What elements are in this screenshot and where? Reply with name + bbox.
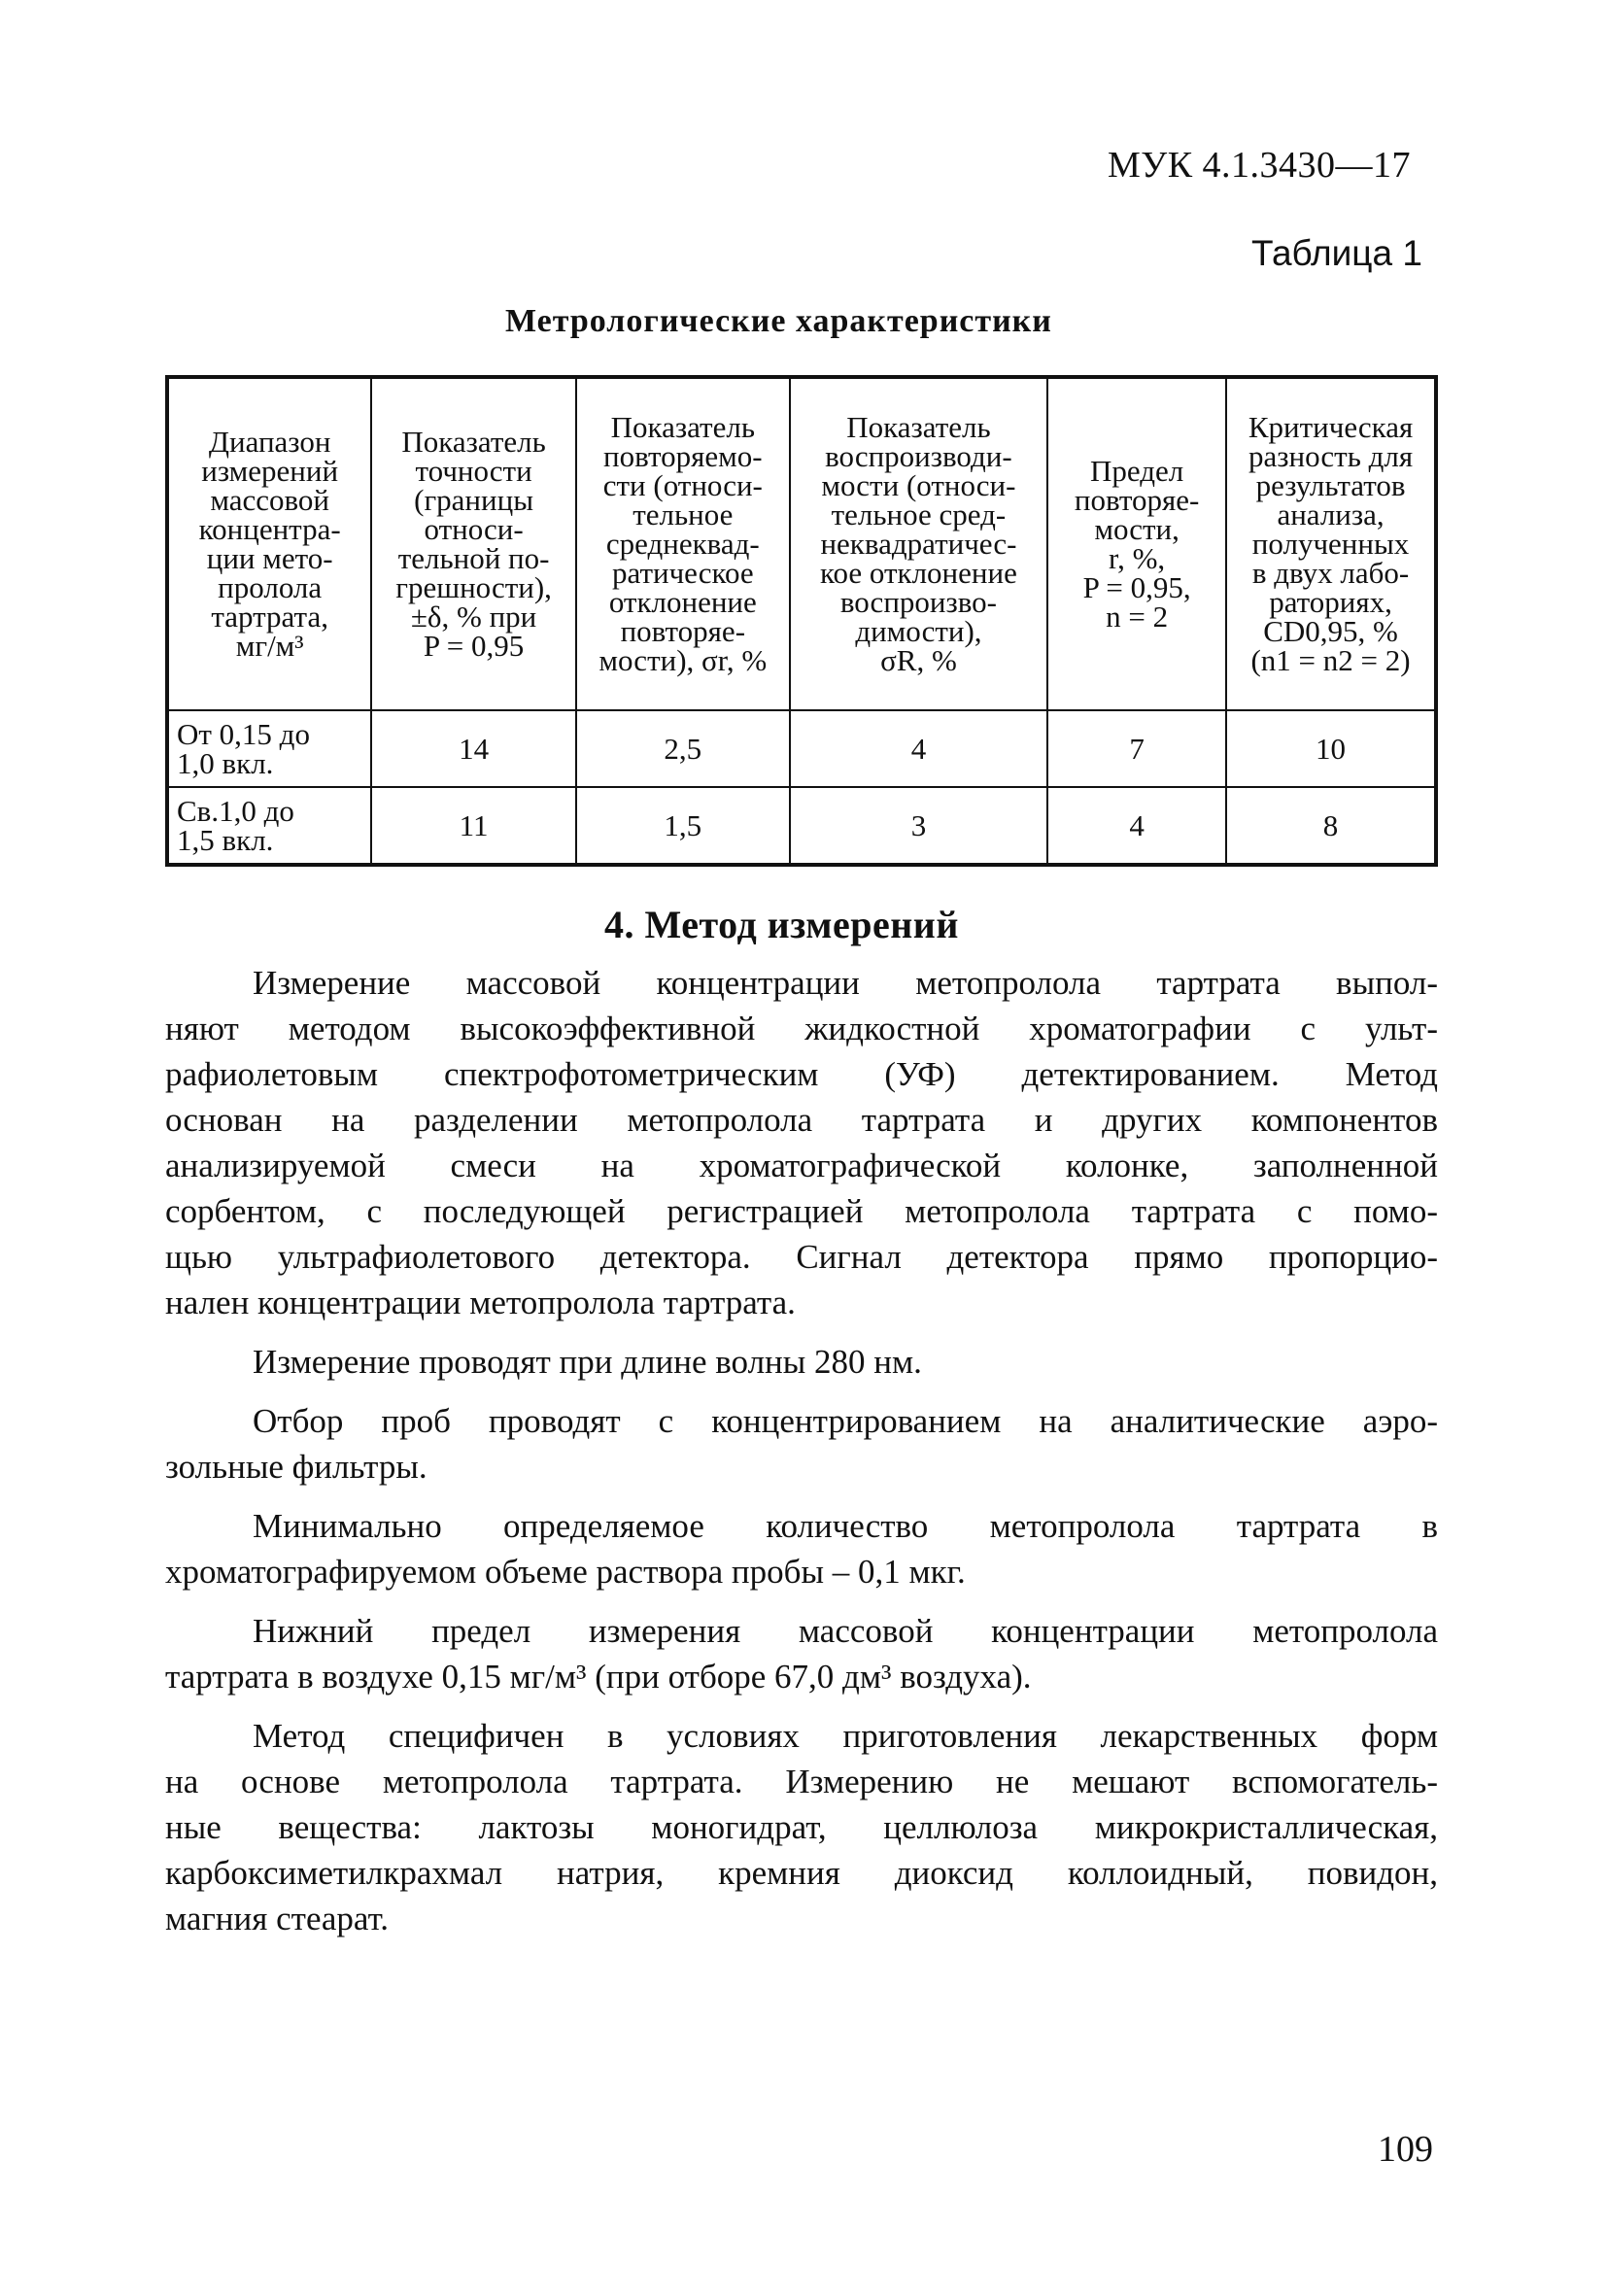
header-cell-reproducibility <box>790 377 1047 710</box>
table-cell: 14 <box>371 710 575 787</box>
header-cell-repeatability <box>576 377 790 710</box>
paragraph-line: на основе метопролола тартрата. Измерению не мешают вспомогатель- <box>165 1763 1438 1800</box>
header-line: разность для <box>1248 439 1414 473</box>
metrology-table <box>165 375 1438 867</box>
table-row <box>167 710 1436 787</box>
paragraph-line: магния стеарат. <box>165 1900 389 1937</box>
paragraph-line: щью ультрафиолетового детектора. Сигнал детектора прямо пропорцио- <box>165 1238 1438 1276</box>
header-line: (n1 = n2 = 2) <box>1250 643 1411 677</box>
header-line: пролола <box>218 570 323 604</box>
header-line: P = 0,95, <box>1082 570 1191 604</box>
header-cell-range <box>167 377 371 710</box>
header-cell-accuracy <box>371 377 575 710</box>
section-title: 4. Метод измерений <box>604 903 959 946</box>
table-cell: 11 <box>371 787 575 865</box>
header-line: концентра- <box>198 512 341 546</box>
header-line: мости), σr, % <box>598 643 768 677</box>
table-label: Таблица 1 <box>1251 233 1422 273</box>
header-line: Критическая <box>1248 410 1414 444</box>
paragraph-line: Минимально определяемое количество метопролола тартрата в <box>253 1507 1438 1545</box>
table-cell: 8 <box>1226 787 1436 865</box>
paragraph <box>165 1713 1438 1941</box>
paragraph-line: Измерение проводят при длине волны 280 нм. <box>253 1343 922 1381</box>
paragraph-line: карбоксиметилкрахмал натрия, кремния диоксид коллоидный, повидон, <box>165 1854 1438 1892</box>
header-line: измерений <box>201 454 339 488</box>
header-line: мости, <box>1094 512 1180 546</box>
header-line: n = 2 <box>1106 600 1169 634</box>
table-cell: 7 <box>1047 710 1226 787</box>
header-line: результатов <box>1255 468 1406 502</box>
table-cell: 4 <box>1047 787 1226 865</box>
header-line: тартрата, <box>211 600 328 634</box>
paragraph-line: няют методом высокоэффективной жидкостной хроматографии с ульт- <box>165 1010 1438 1047</box>
paragraph-line: нален концентрации метопролола тартрата. <box>165 1284 796 1321</box>
paragraph-line: Нижний предел измерения массовой концентрации метопролола <box>253 1612 1438 1650</box>
header-line: повторяе- <box>620 614 746 648</box>
header-line: тельное <box>633 497 734 531</box>
paragraph-line: хроматографируемом объеме раствора пробы – 0,1 мкг. <box>165 1553 966 1591</box>
header-cell-repeatability-limit <box>1047 377 1226 710</box>
row-range-line: 1,0 вкл. <box>177 745 274 780</box>
header-line: полученных <box>1251 527 1410 561</box>
header-line: грешности), <box>395 570 552 604</box>
row-range-cell <box>167 710 371 787</box>
table-header-row <box>167 377 1436 710</box>
table-cell: 10 <box>1226 710 1436 787</box>
table-cell: 3 <box>790 787 1047 865</box>
header-line: тельное сред- <box>831 497 1007 531</box>
header-line: точности <box>415 454 532 488</box>
header-line: кое отклонение <box>820 556 1017 590</box>
header-line: массовой <box>210 483 330 517</box>
paragraph-line: рафиолетовым спектрофотометрическим (УФ) детектированием. Метод <box>165 1055 1438 1093</box>
paragraph-line: Отбор проб проводят с концентрированием на аналитические аэро- <box>253 1402 1438 1440</box>
header-line: Показатель <box>401 425 546 459</box>
paragraph-line: зольные фильтры. <box>165 1448 427 1486</box>
row-range-line: Св.1,0 до <box>177 793 294 828</box>
paragraph-line: Метод специфичен в условиях приготовления лекарственных форм <box>253 1717 1438 1755</box>
header-line: анализа, <box>1277 497 1385 531</box>
header-line: Показатель <box>610 410 755 444</box>
header-line: тельной по- <box>397 541 550 575</box>
table-cell: 1,5 <box>576 787 790 865</box>
header-line: неквадратичес- <box>820 527 1017 561</box>
header-line: повторяемо- <box>603 439 763 473</box>
table-cell: 4 <box>790 710 1047 787</box>
header-line: отклонение <box>608 585 757 619</box>
paragraph-line: анализируемой смеси на хроматографической колонке, заполненной <box>165 1147 1438 1184</box>
paragraph-line: ные вещества: лактозы моногидрат, целлюлоза микрокристаллическая, <box>165 1808 1438 1846</box>
document-code: МУК 4.1.3430—17 <box>1108 145 1412 186</box>
header-cell-critical-difference <box>1226 377 1436 710</box>
paragraph <box>165 1339 1438 1385</box>
header-line: Диапазон <box>208 425 331 459</box>
paragraph-line: Измерение массовой концентрации метопролола тартрата выпол- <box>253 964 1438 1002</box>
header-line: мости (относи- <box>821 468 1016 502</box>
table-title: Метрологические характеристики <box>505 303 1052 339</box>
table-row <box>167 787 1436 865</box>
header-line: ±δ, % при <box>410 600 537 634</box>
row-range-cell <box>167 787 371 865</box>
header-line: P = 0,95 <box>423 629 525 663</box>
header-line: воспроизводи- <box>825 439 1012 473</box>
header-line: r, %, <box>1109 541 1166 575</box>
table-cell: 2,5 <box>576 710 790 787</box>
header-line: Показатель <box>846 410 991 444</box>
header-line: раториях, <box>1269 585 1392 619</box>
paragraph <box>165 1503 1438 1594</box>
header-line: воспроизво- <box>839 585 997 619</box>
row-range-line: 1,5 вкл. <box>177 822 274 857</box>
header-line: ратическое <box>611 556 754 590</box>
header-line: (границы <box>414 483 534 517</box>
header-line: в двух лабо- <box>1251 556 1410 590</box>
header-line: мг/м³ <box>235 629 304 663</box>
page-number: 109 <box>1378 2129 1433 2170</box>
header-line: среднеквад- <box>605 527 760 561</box>
paragraph-line: тартрата в воздухе 0,15 мг/м³ (при отборе 67,0 дм³ воздуха). <box>165 1658 1032 1696</box>
header-line: повторяе- <box>1074 483 1200 517</box>
header-line: ции мето- <box>206 541 333 575</box>
row-range-line: От 0,15 до <box>177 716 310 751</box>
header-line: относи- <box>424 512 524 546</box>
paragraph <box>165 1398 1438 1490</box>
header-line: димости), <box>855 614 982 648</box>
paragraph <box>165 960 1438 1325</box>
header-line: σR, % <box>880 643 957 677</box>
section-body <box>165 960 1438 1941</box>
paragraph <box>165 1608 1438 1699</box>
header-line: CD0,95, % <box>1263 614 1398 648</box>
header-line: Предел <box>1089 454 1184 488</box>
paragraph-line: сорбентом, с последующей регистрацией метопролола тартрата с помо- <box>165 1192 1438 1230</box>
paragraph-line: основан на разделении метопролола тартрата и других компонентов <box>165 1101 1438 1139</box>
header-line: сти (относи- <box>602 468 763 502</box>
